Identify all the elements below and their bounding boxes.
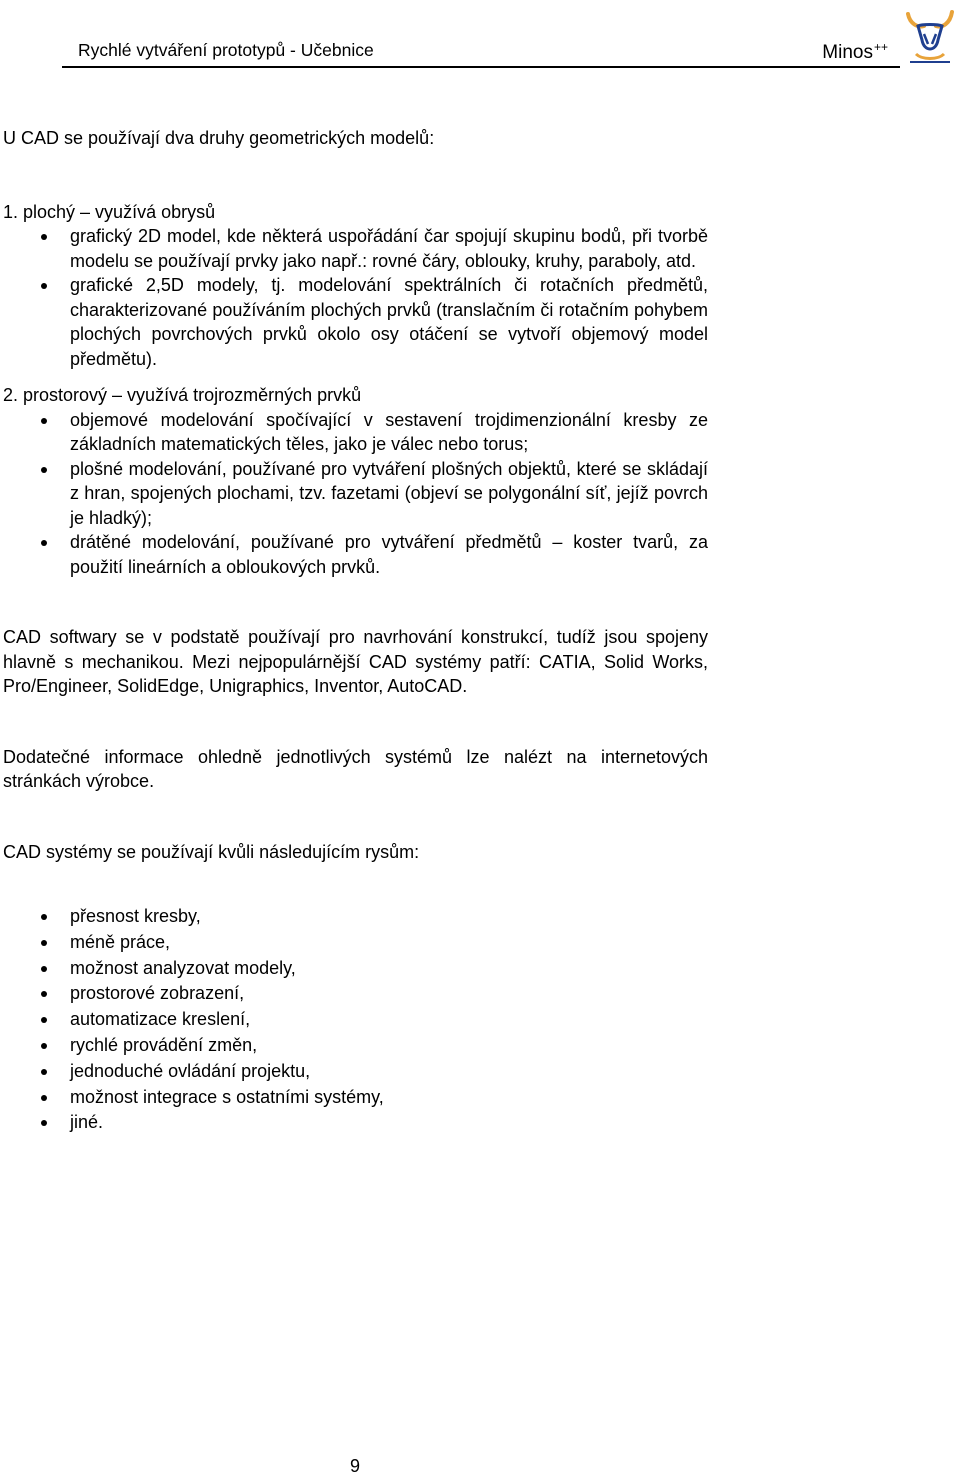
bullet-icon <box>41 283 47 289</box>
bullet-icon <box>41 1017 47 1023</box>
bullet-icon <box>41 1043 47 1049</box>
document-title: Rychlé vytváření prototypů - Učebnice <box>78 40 374 60</box>
features-intro: CAD systémy se používají kvůli následujícím rysům: <box>3 841 420 862</box>
bullet-icon <box>41 418 47 424</box>
list-item: grafické 2,5D modely, tj. modelování spektrálních či rotačních předmětů, charakterizované používáním plochých prvků (translačním či rotačním pohybem plochých povrchových prvků okolo osy otáčení se vytvoří objemový model předmětu). <box>3 273 708 371</box>
list-item: možnost analyzovat modely, <box>3 956 708 982</box>
bullet-icon <box>41 914 47 920</box>
bullet-icon <box>41 540 47 546</box>
brand-name: Minos++ <box>822 40 888 63</box>
page-content <box>3 126 708 1136</box>
list-item: drátěné modelování, používané pro vytváření předmětů – koster tvarů, za použití lineárních a obloukových prvků. <box>3 530 708 579</box>
header-rule <box>62 66 900 68</box>
list-item: možnost integrace s ostatními systémy, <box>3 1085 708 1111</box>
bullet-icon <box>41 1095 47 1101</box>
list-item: plošné modelování, používané pro vytváření plošných objektů, které se skládají z hran, spojených plochami, tzv. fazetami (objeví se polygonální síť, jejíž povrch je hladký); <box>3 457 708 531</box>
section2-heading: 2. prostorový – využívá trojrozměrných prvků <box>3 385 362 405</box>
intro-paragraph: U CAD se používají dva druhy geometrických modelů: <box>3 128 435 148</box>
section2-list <box>3 408 708 580</box>
list-item: rychlé provádění změn, <box>3 1033 708 1059</box>
list-item: grafický 2D model, kde některá uspořádání čar spojují skupinu bodů, při tvorbě modelu se používají prvky jako např.: rovné čáry, oblouky, kruhy, paraboly, atd. <box>3 224 708 273</box>
software-paragraph: CAD softwary se v podstatě používají pro navrhování konstrukcí, tudíž jsou spojeny hlavně s mechanikou. Mezi nejpopulárnější CAD systémy patří: CATIA, Solid Works, Pro/Engineer, SolidEdge, Unigraphics, Inventor, AutoCAD. <box>3 627 708 696</box>
bullet-icon <box>41 467 47 473</box>
features-list <box>3 904 708 1136</box>
section1-heading: 1. plochý – využívá obrysů <box>3 201 216 222</box>
page-header <box>62 30 900 68</box>
section1-list <box>3 224 708 371</box>
bullet-icon <box>41 1120 47 1126</box>
list-item: jednoduché ovládání projektu, <box>3 1059 708 1085</box>
bullet-icon <box>41 940 47 946</box>
bullet-icon <box>41 991 47 997</box>
bullet-icon <box>41 966 47 972</box>
list-item: prostorové zobrazení, <box>3 981 708 1007</box>
brand-superscript: ++ <box>873 40 888 54</box>
list-item: přesnost kresby, <box>3 904 708 930</box>
list-item: méně práce, <box>3 930 708 956</box>
info-paragraph: Dodatečné informace ohledně jednotlivých systémů lze nalézt na internetových stránkách výrobce. <box>3 746 708 791</box>
page-number: 9 <box>349 1456 360 1476</box>
list-item: jiné. <box>3 1110 708 1136</box>
bullet-icon <box>41 234 47 240</box>
list-item: objemové modelování spočívající v sestavení trojdimenzionální kresby ze základních matematických těles, jako je válec nebo torus; <box>3 408 708 457</box>
bullet-icon <box>41 1069 47 1075</box>
list-item: automatizace kreslení, <box>3 1007 708 1033</box>
minos-bull-logo-icon <box>904 4 956 66</box>
